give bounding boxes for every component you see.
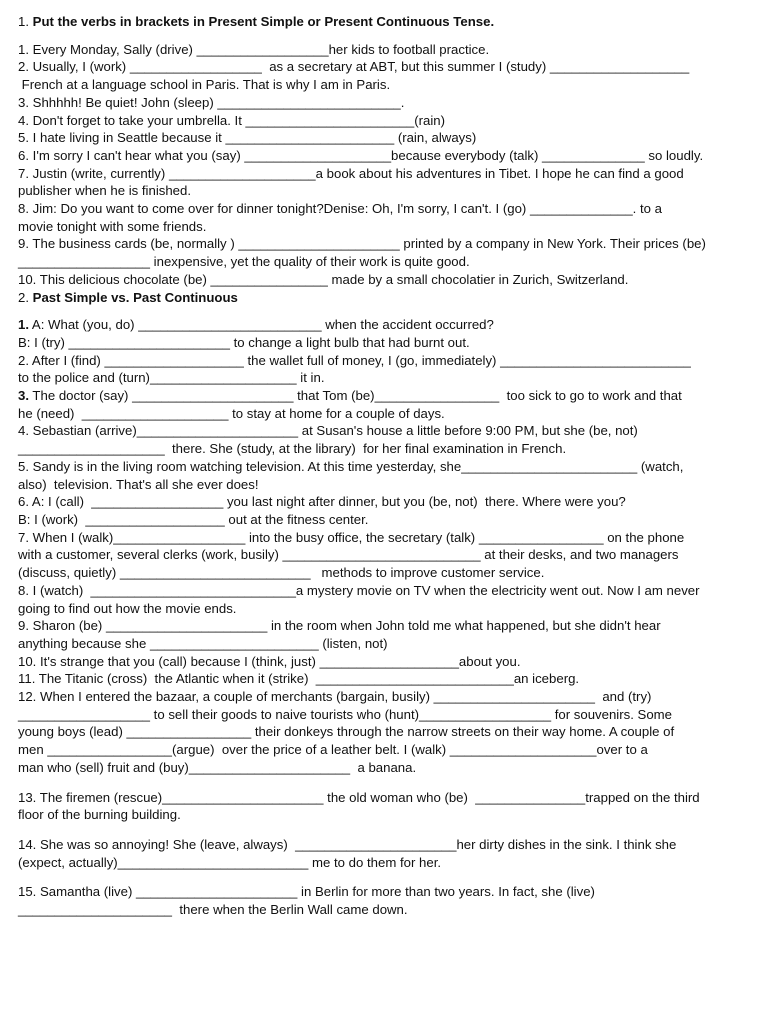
exercise-line: movie tonight with some friends. bbox=[18, 218, 207, 234]
exercise-line: French at a language school in Paris. That is why I am in Paris. bbox=[18, 77, 391, 93]
exercise-line: 6. A: I (call) __________________ you last night after dinner, but you (be, not) there. Where were you? bbox=[18, 494, 626, 510]
exercise-line: publisher when he is finished. bbox=[18, 183, 192, 199]
exercise-line: 4. Don't forget to take your umbrella. It _______________________(rain) bbox=[18, 112, 446, 128]
exercise-line: 8. Jim: Do you want to come over for dinner tonight?Denise: Oh, I'm sorry, I can't. I (go) ______________. to a bbox=[18, 201, 662, 217]
exercise-line: going to find out how the movie ends. bbox=[18, 600, 237, 616]
exercise-text: The doctor (say) ______________________ that Tom (be)_________________ too sick to go to work and that bbox=[29, 388, 682, 404]
exercise-line: 4. Sebastian (arrive)______________________ at Susan's house a little before 9:00 PM, but she (be, not) bbox=[18, 423, 638, 439]
exercise-line: 3. Shhhhh! Be quiet! John (sleep) _________________________. bbox=[18, 94, 405, 110]
section2-heading bbox=[18, 289, 750, 307]
section1-exercises bbox=[18, 41, 750, 289]
exercise-line: 5. I hate living in Seattle because it _______________________ (rain, always) bbox=[18, 130, 477, 146]
section1-heading bbox=[18, 13, 750, 31]
exercise-line: to the police and (turn)____________________ it in. bbox=[18, 370, 325, 386]
section2-title: Past Simple vs. Past Continuous bbox=[32, 289, 238, 305]
exercise-line bbox=[18, 387, 750, 405]
exercise-line: (expect, actually)__________________________ me to do them for her. bbox=[18, 854, 442, 870]
exercise-line: young boys (lead) _________________ their donkeys through the narrow streets on their way home. A couple of bbox=[18, 724, 675, 740]
section2-number: 2. bbox=[18, 289, 33, 305]
exercise-line: (discuss, quietly) __________________________ methods to improve customer service. bbox=[18, 565, 545, 581]
exercise-line: 2. Usually, I (work) __________________ as a secretary at ABT, but this summer I (study) ___________________ bbox=[18, 59, 690, 75]
section1-number: 1. bbox=[18, 14, 33, 29]
exercise-text: A: What (you, do) _________________________ when the accident occurred? bbox=[29, 317, 494, 333]
exercise-line: 15. Samantha (live) ______________________ in Berlin for more than two years. In fact, she (live) bbox=[18, 884, 595, 900]
exercise-line: __________________ inexpensive, yet the quality of their work is quite good. bbox=[18, 254, 470, 270]
exercise-line: 10. This delicious chocolate (be) ________________ made by a small chocolatier in Zurich, Switzerland. bbox=[18, 271, 629, 287]
exercise-line: 7. When I (walk)__________________ into the busy office, the secretary (talk) _________________ on the phone bbox=[18, 529, 685, 545]
section2-exercises bbox=[18, 316, 750, 919]
exercise-line: 9. Sharon (be) ______________________ in the room when John told me what happened, but she didn't hear bbox=[18, 618, 661, 634]
exercise-line: B: I (try) ______________________ to change a light bulb that had burnt out. bbox=[18, 334, 470, 350]
exercise-line: 12. When I entered the bazaar, a couple of merchants (bargain, busily) ______________________ and (try) bbox=[18, 689, 652, 705]
exercise-line: 10. It's strange that you (call) because I (think, just) ___________________about you. bbox=[18, 653, 521, 669]
exercise-line: he (need) ____________________ to stay at home for a couple of days. bbox=[18, 405, 445, 421]
item-number: 1. bbox=[18, 317, 29, 333]
exercise-line: 8. I (watch) ____________________________a mystery movie on TV when the electricity went out. Now I am never bbox=[18, 582, 700, 598]
exercise-line: __________________ to sell their goods to naive tourists who (hunt)__________________ for souvenirs. Some bbox=[18, 706, 672, 722]
exercise-line: 7. Justin (write, currently) ____________________a book about his adventures in Tibet. I hope he can find a good bbox=[18, 165, 684, 181]
item-number: 3. bbox=[18, 388, 29, 404]
exercise-line: anything because she _______________________ (listen, not) bbox=[18, 635, 388, 651]
exercise-line: 11. The Titanic (cross) the Atlantic when it (strike) ___________________________an iceberg. bbox=[18, 671, 580, 687]
exercise-line: 14. She was so annoying! She (leave, always) ______________________her dirty dishes in the sink. I think she bbox=[18, 836, 677, 852]
exercise-line bbox=[18, 316, 750, 334]
exercise-line: man who (sell) fruit and (buy)______________________ a banana. bbox=[18, 759, 417, 775]
exercise-line: also) television. That's all she ever does! bbox=[18, 476, 259, 492]
exercise-line: 1. Every Monday, Sally (drive) __________________her kids to football practice. bbox=[18, 41, 490, 57]
exercise-line: men _________________(argue) over the price of a leather belt. I (walk) ____________________over to a bbox=[18, 742, 648, 758]
exercise-line: B: I (work) ___________________ out at the fitness center. bbox=[18, 511, 369, 527]
exercise-line: _____________________ there when the Berlin Wall came down. bbox=[18, 902, 408, 918]
exercise-line: floor of the burning building. bbox=[18, 807, 181, 823]
exercise-line: ____________________ there. She (study, at the library) for her final examination in French. bbox=[18, 441, 567, 457]
exercise-line: 6. I'm sorry I can't hear what you (say) ____________________because everybody (talk) ______________ so loudly. bbox=[18, 147, 704, 163]
exercise-line: with a customer, several clerks (work, busily) ___________________________ at their desks, and two managers bbox=[18, 547, 679, 563]
exercise-line: 13. The firemen (rescue)______________________ the old woman who (be) _______________trapped on the third bbox=[18, 789, 700, 805]
exercise-line: 9. The business cards (be, normally ) ______________________ printed by a company in New York. Their prices (be) bbox=[18, 236, 706, 252]
section1-title: Put the verbs in brackets in Present Simple or Present Continuous Tense. bbox=[32, 14, 495, 29]
exercise-line: 5. Sandy is in the living room watching television. At this time yesterday, she________________________ (watch, bbox=[18, 458, 684, 474]
exercise-line: 2. After I (find) ___________________ the wallet full of money, I (go, immediately) __________________________ bbox=[18, 352, 691, 368]
